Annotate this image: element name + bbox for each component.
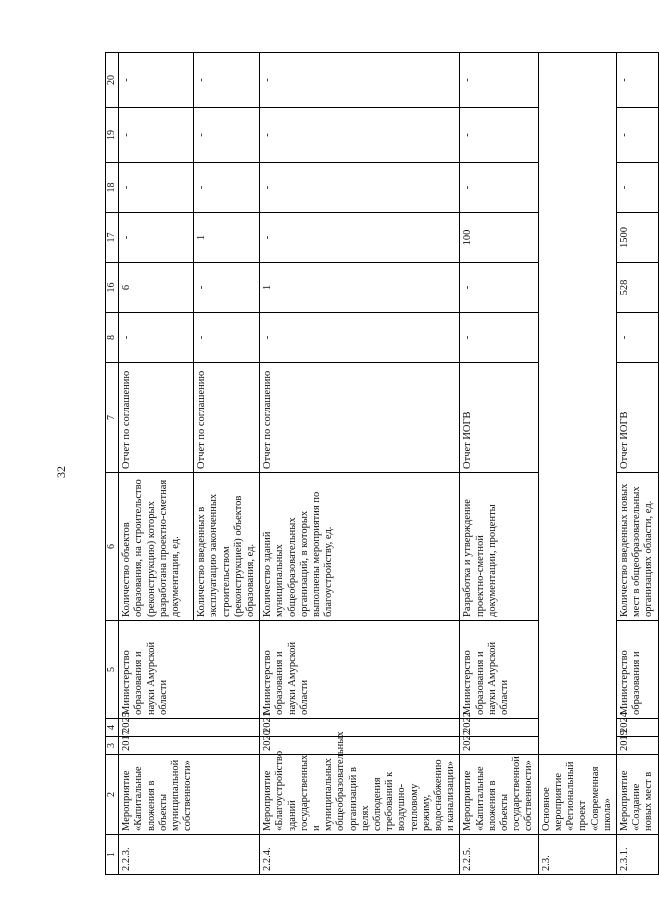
header-cell: 16	[106, 263, 119, 313]
row-number: 2.3.	[538, 835, 616, 875]
value-col-18: -	[460, 163, 538, 213]
report-source: Отчет по соглашению	[194, 363, 260, 473]
row-number: 2.2.5.	[460, 835, 538, 875]
value-col-17: -	[260, 213, 460, 263]
header-row	[106, 53, 119, 875]
value-col-8: -	[194, 313, 260, 363]
executor: Министерство образования и науки Амурской области	[260, 621, 460, 719]
table-row	[119, 53, 194, 875]
header-cell: 1	[106, 835, 119, 875]
executor: Министерство образования и науки Амурской области	[119, 621, 260, 719]
measure-name: Мероприятие «Благоустройство зданий государственных и муниципальных общеобразовательных организаций в целях соблюдения требований к воздушно-тепловому режиму, водоснабжению и канализации»	[260, 755, 460, 835]
indicators-table	[105, 52, 659, 875]
indicator-name: Количество введенных новых мест в общеобразовательных организациях области, ед.	[616, 473, 658, 621]
value-col-16: -	[194, 263, 260, 313]
report-source: Отчет ИОГВ	[460, 363, 538, 473]
executor: Министерство образования и	[616, 621, 658, 719]
value-col-8: -	[260, 313, 460, 363]
end-year: 2025	[119, 719, 260, 737]
value-col-18: -	[260, 163, 460, 213]
header-cell: 5	[106, 621, 119, 719]
report-source: Отчет по соглашению	[260, 363, 460, 473]
value-col-19: -	[616, 108, 658, 163]
header-cell: 4	[106, 719, 119, 737]
indicator-name: Количество введенных в эксплуатацию законченных строительством (реконструкцией) объектов образования, ед.	[194, 473, 260, 621]
value-col-18: -	[119, 163, 194, 213]
value-col-19: -	[194, 108, 260, 163]
start-year: 2020	[260, 737, 460, 755]
table-row	[616, 53, 658, 875]
value-col-19: -	[119, 108, 194, 163]
header-cell: 2	[106, 755, 119, 835]
executor: Министерство образования и науки Амурской области	[460, 621, 538, 719]
row-number: 2.2.3.	[119, 835, 260, 875]
end-year: 2022	[460, 719, 538, 737]
value-col-8: -	[119, 313, 194, 363]
value-col-17: 1	[194, 213, 260, 263]
measure-name: Основное мероприятие «Региональный проект «Современная школа»	[538, 755, 616, 835]
value-col-16: 528	[616, 263, 658, 313]
value-col-20: -	[460, 53, 538, 108]
page-number: 32	[54, 466, 68, 478]
indicator-name: Разработка и утверждение проектно-сметной документации, проценты	[460, 473, 538, 621]
end-year: 2021	[260, 719, 460, 737]
value-col-18: -	[616, 163, 658, 213]
end-year: 2024	[616, 719, 658, 737]
table-row	[260, 53, 460, 875]
value-col-20: -	[260, 53, 460, 108]
header-cell: 18	[106, 163, 119, 213]
measure-name: Мероприятие «Создание новых мест в	[616, 755, 658, 835]
value-col-16: 1	[260, 263, 460, 313]
header-cell: 7	[106, 363, 119, 473]
start-year: 2019	[616, 737, 658, 755]
header-cell: 20	[106, 53, 119, 108]
value-col-17: 1500	[616, 213, 658, 263]
value-col-17: 100	[460, 213, 538, 263]
value-col-19: -	[460, 108, 538, 163]
empty-span-cell	[538, 53, 616, 755]
value-col-18: -	[194, 163, 260, 213]
indicator-name: Количество объектов образования, на строительство (реконструкцию) которых разработана проектно-сметная документация, ед.	[119, 473, 194, 621]
table-row	[460, 53, 538, 875]
value-col-20: -	[194, 53, 260, 108]
value-col-20: -	[119, 53, 194, 108]
value-col-16: -	[460, 263, 538, 313]
table-row	[538, 53, 616, 875]
value-col-16: 6	[119, 263, 194, 313]
row-number: 2.3.1.	[616, 835, 658, 875]
header-cell: 6	[106, 473, 119, 621]
header-cell: 3	[106, 737, 119, 755]
start-year: 2017	[119, 737, 260, 755]
value-col-8: -	[460, 313, 538, 363]
header-cell: 8	[106, 313, 119, 363]
value-col-17: -	[119, 213, 194, 263]
rotated-table-container	[105, 53, 655, 875]
start-year: 2022	[460, 737, 538, 755]
value-col-20: -	[616, 53, 658, 108]
measure-name: Мероприятие «Капитальные вложения в объекты государственной собственности»	[460, 755, 538, 835]
value-col-8: -	[616, 313, 658, 363]
value-col-19: -	[260, 108, 460, 163]
measure-name: Мероприятие «Капитальные вложения в объекты муниципальной собственности»	[119, 755, 260, 835]
report-source: Отчет ИОГВ	[616, 363, 658, 473]
indicator-name: Количество зданий муниципальных общеобразовательных организаций, в которых выполнены мероприятия по благоустройству, ед.	[260, 473, 460, 621]
row-number: 2.2.4.	[260, 835, 460, 875]
report-source: Отчет по соглашению	[119, 363, 194, 473]
header-cell: 19	[106, 108, 119, 163]
header-cell: 17	[106, 213, 119, 263]
